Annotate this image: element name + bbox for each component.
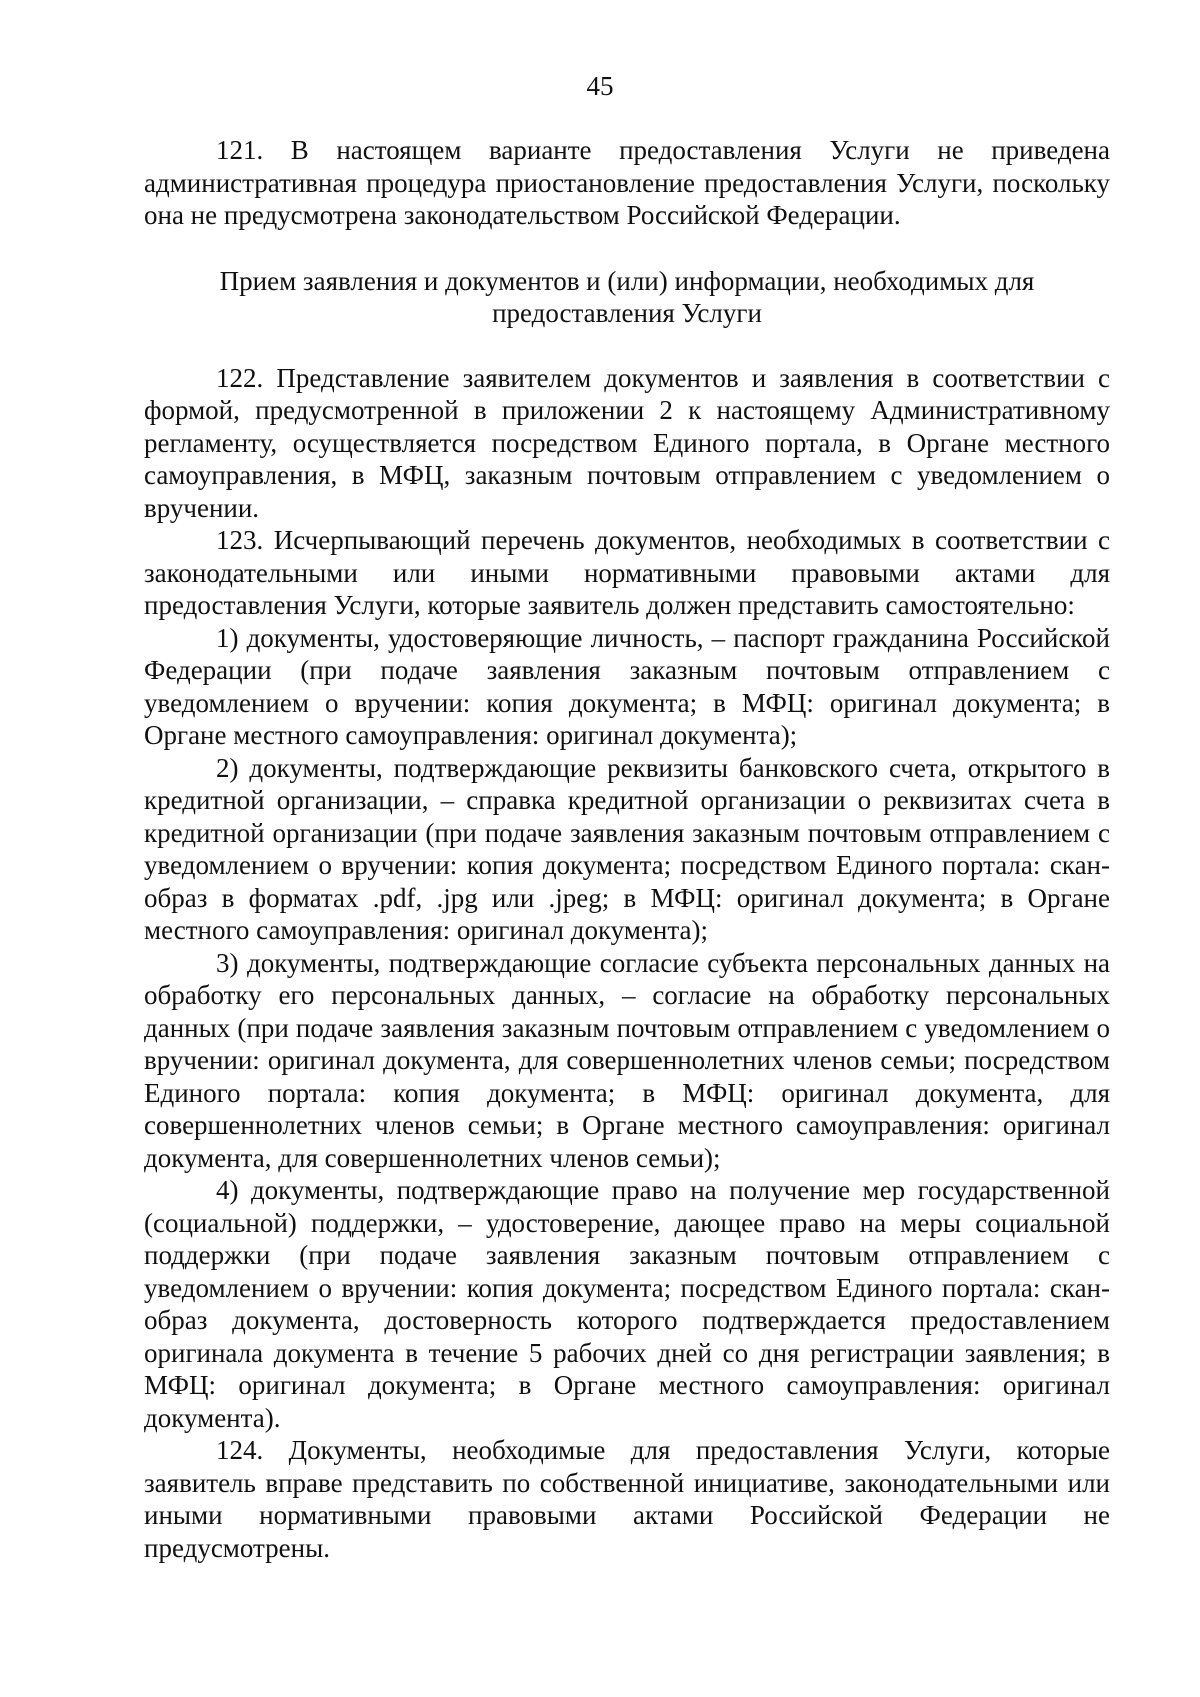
paragraph-123-item-4: 4) документы, подтверждающие право на получение мер государственной (социальной) поддержки, – удостоверение, дающее право на меры социальной поддержки (при подаче заявления заказным почтовым отправлением с уведомлением о вручении: копия документа; посредством Единого портала: скан-образ документа, достоверность которого подтверждается предоставлением оригинала документа в течение 5 рабочих дней со дня регистрации заявления; в МФЦ: оригинал документа; в Органе местного самоуправления: оригинал документа). — [144, 1175, 1110, 1433]
paragraph-124: 124. Документы, необходимые для предоставления Услуги, которые заявитель вправе представить по собственной инициативе, законодательными или иными нормативными правовыми актами Российской Федерации не предусмотрены. — [144, 1435, 1110, 1563]
paragraph-123-item-3: 3) документы, подтверждающие согласие субъекта персональных данных на обработку его персональных данных, – согласие на обработку персональных данных (при подаче заявления заказным почтовым отправлением с уведомлением о вручении: оригинал документа, для совершеннолетних членов семьи; посредством Единого портала: копия документа; в МФЦ: оригинал документа, для совершеннолетних членов семьи; в Органе местного самоуправления: оригинал документа, для совершеннолетних членов семьи); — [144, 947, 1110, 1173]
paragraph-123: 123. Исчерпывающий перечень документов, необходимых в соответствии с законодательными или иными нормативными правовыми актами для предоставления Услуги, которые заявитель должен представить самостоятельно: — [144, 525, 1110, 620]
document-body — [144, 134, 1110, 1564]
paragraph-123-item-2: 2) документы, подтверждающие реквизиты банковского счета, открытого в кредитной организации, – справка кредитной организации о реквизитах счета в кредитной организации (при подаче заявления заказным почтовым отправлением с уведомлением о вручении: копия документа; посредством Единого портала: скан-образ в форматах .pdf, .jpg или .jpeg; в МФЦ: оригинал документа; в Органе местного самоуправления: оригинал документа); — [144, 752, 1110, 945]
section-heading: Прием заявления и документов и (или) информации, необходимых для предоставления Услуги — [219, 265, 1035, 328]
paragraph-122: 122. Представление заявителем документов и заявления в соответствии с формой, предусмотренной в приложении 2 к настоящему Административному регламенту, осуществляется посредством Единого портала, в Органе местного самоуправления, в МФЦ, заказным почтовым отправлением с уведомлением о вручении. — [144, 362, 1110, 523]
paragraph-123-item-1: 1) документы, удостоверяющие личность, – паспорт гражданина Российской Федерации (при подаче заявления заказным почтовым отправлением с уведомлением о вручении: копия документа; в МФЦ: оригинал документа; в Органе местного самоуправления: оригинал документа); — [144, 622, 1110, 750]
paragraph-121: 121. В настоящем варианте предоставления Услуги не приведена административная процедура приостановление предоставления Услуги, поскольку она не предусмотрена законодательством Российской Федерации. — [144, 135, 1110, 230]
page-number: 45 — [586, 71, 614, 101]
